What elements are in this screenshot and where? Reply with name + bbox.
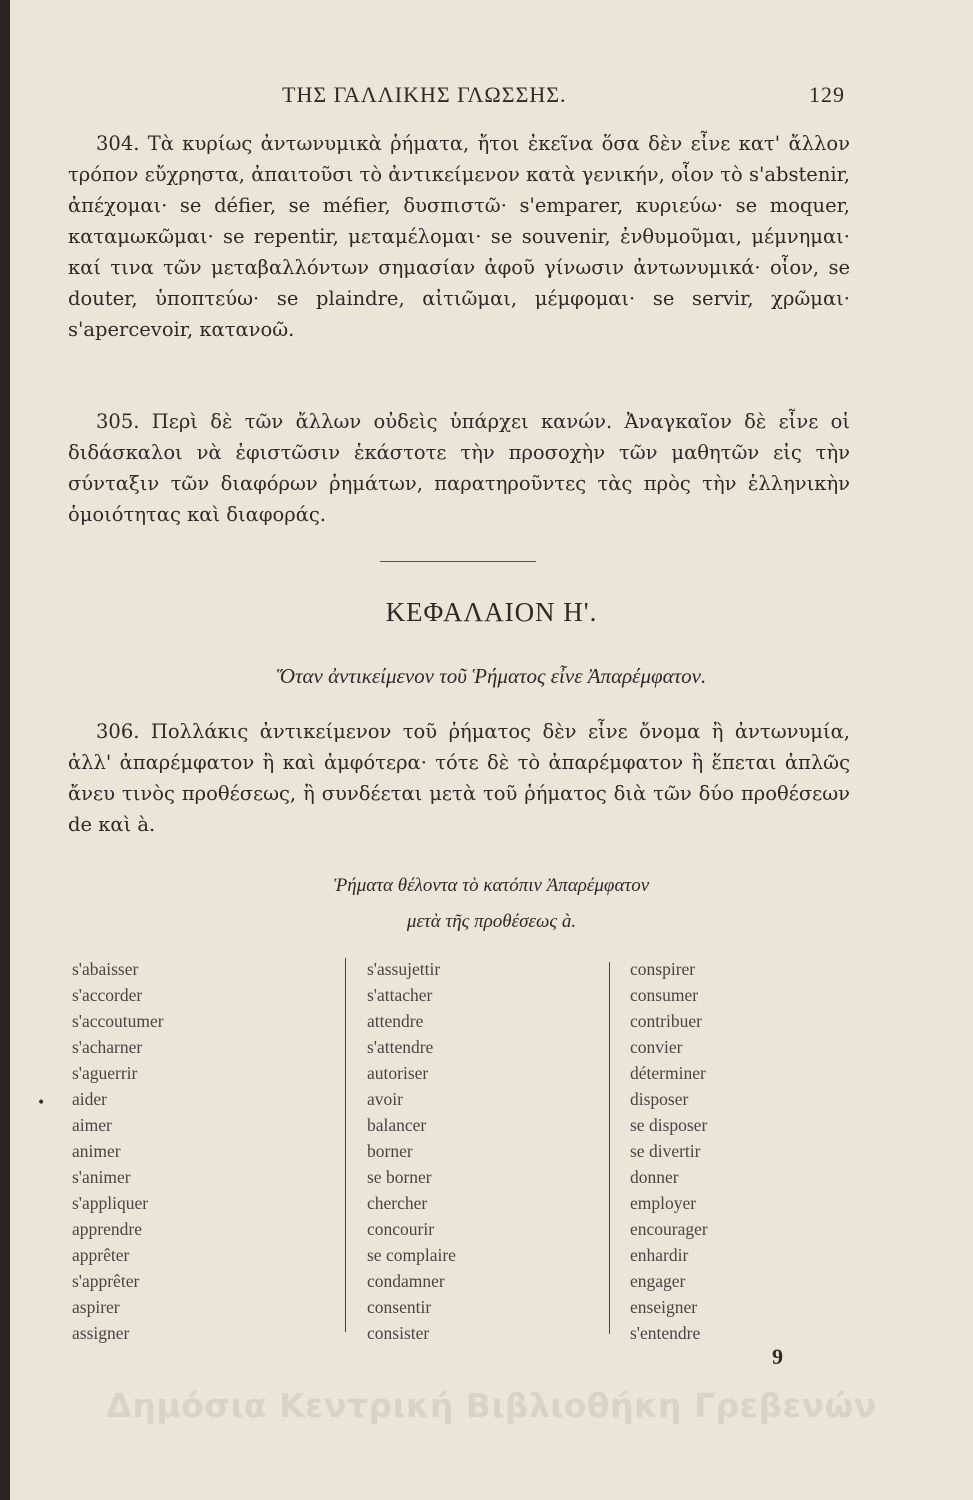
verb-item: apprendre [72,1219,142,1239]
margin-dot: • [37,1095,46,1111]
verb-item: s'entendre [630,1323,701,1343]
verb-item: contribuer [630,1011,702,1031]
verb-item: disposer [630,1089,689,1109]
verb-column-1 [72,956,164,1346]
verb-item: s'aguerrir [72,1063,138,1083]
verb-item: se divertir [630,1141,701,1161]
verb-table-title-line1: Ῥήματα θέλοντα τὸ κατόπιν Ἀπαρέμφατον [333,875,650,896]
verb-item: aimer [72,1115,112,1135]
section-divider [380,561,536,562]
verb-item: concourir [367,1219,435,1239]
verb-item: encourager [630,1219,708,1239]
verb-item: chercher [367,1193,428,1213]
paragraph-306: 306. Πολλάκις ἀντικείμενον τοῦ ῥήματος δὲν εἶνε ὄνομα ἢ ἀντωνυμία, ἀλλ' ἀπαρέμφατον ἢ καὶ ἀμφότερα· τότε δὲ τὸ ἀπαρέμφατον ἢ ἕπεται ἁπλῶς ἄνευ τινὸς προθέσεως, ἢ συνδέεται μετὰ τοῦ ῥήματος διὰ τῶν δύο προθέσεων de καὶ à. [68,720,850,836]
verb-item: apprêter [72,1245,130,1265]
signature-mark: 9 [772,1344,783,1369]
verb-item: s'animer [72,1167,131,1187]
verb-item: attendre [367,1011,424,1031]
verb-item: se disposer [630,1115,708,1135]
verb-item: s'apprêter [72,1271,140,1291]
verb-column-2 [367,956,456,1346]
chapter-subtitle: Ὅταν ἀντικείμενον τοῦ Ῥήματος εἶνε Ἀπαρέμφατον. [276,664,707,688]
verb-item: condamner [367,1271,445,1291]
verb-table-title [10,868,973,940]
verb-item: avoir [367,1089,403,1109]
verb-item: borner [367,1141,413,1161]
verb-item: animer [72,1141,121,1161]
verb-item: assigner [72,1323,130,1343]
library-watermark: Δημόσια Κεντρική Βιβλιοθήκη Γρεβενών [106,1386,877,1425]
verb-item: donner [630,1167,679,1187]
verb-item: balancer [367,1115,427,1135]
verb-item: se borner [367,1167,432,1187]
verb-item: s'assujettir [367,959,441,979]
verb-item: enseigner [630,1297,698,1317]
verb-item: consister [367,1323,430,1343]
verb-table-title-line2: μετὰ τῆς προθέσεως à. [406,911,577,932]
verb-item: aspirer [72,1297,120,1317]
verb-item: conspirer [630,959,696,979]
running-header [10,82,973,112]
verb-item: consentir [367,1297,432,1317]
paragraph-305: 305. Περὶ δὲ τῶν ἄλλων οὐδεὶς ὑπάρχει κανών. Ἀναγκαῖον δὲ εἶνε οἱ διδάσκαλοι νὰ ἐφιστῶσιν ἑκάστοτε τὴν προσοχὴν τῶν μαθητῶν εἰς τὴν σύνταξιν τῶν διαφόρων ῥημάτων, παρατηροῦντες τὰς πρὸς τὴν ἑλληνικὴν ὁμοιότητας καὶ διαφοράς. [68,410,850,526]
verb-item: engager [630,1271,686,1291]
verb-item: s'attacher [367,985,433,1005]
verb-item: convier [630,1037,683,1057]
verb-item: s'attendre [367,1037,434,1057]
verb-item: consumer [630,985,699,1005]
verb-item: autoriser [367,1063,429,1083]
chapter-title: ΚΕΦΑΛΑΙΟΝ Η'. [385,597,598,627]
verb-item: se complaire [367,1245,456,1265]
page-number: 129 [809,82,845,107]
verb-item: déterminer [630,1063,706,1083]
verb-item: s'accoutumer [72,1011,164,1031]
running-title: ΤΗΣ ΓΑΛΛΙΚΗΣ ΓΛΩΣΣΗΣ. [282,82,567,107]
book-page [10,0,973,1500]
verb-item: s'abaisser [72,959,139,979]
verb-item: s'accorder [72,985,143,1005]
verb-item: enhardir [630,1245,689,1265]
verb-item: s'appliquer [72,1193,149,1213]
paragraph-304: 304. Τὰ κυρίως ἀντωνυμικὰ ῥήματα, ἤτοι ἐκεῖνα ὅσα δὲν εἶνε κατ' ἄλλον τρόπον εὔχρηστα, ἀπαιτοῦσι τὸ ἀντικείμενον κατὰ γενικήν, οἷον τὸ s'abstenir, ἀπέχομαι· se défier, se méfier, δυσπιστῶ· s'emparer, κυριεύω· se moquer, καταμωκῶμαι· se repentir, μεταμέλομαι· se souvenir, ἐνθυμοῦμαι, μέμνημαι· καί τινα τῶν μεταβαλλόντων σημασίαν ἀφοῦ γίνωσιν ἀντωνυμικά· οἷον, se douter, ὑποπτεύω· se plaindre, αἰτιῶμαι, μέμφομαι· se servir, χρῶμαι· s'apercevoir, κατανοῶ. [68,132,850,341]
column-divider-2 [609,962,610,1334]
verb-item: employer [630,1193,697,1213]
column-divider-1 [345,958,346,1332]
verb-column-3 [630,956,708,1346]
verb-item: s'acharner [72,1037,143,1057]
verb-item: aider [72,1089,107,1109]
